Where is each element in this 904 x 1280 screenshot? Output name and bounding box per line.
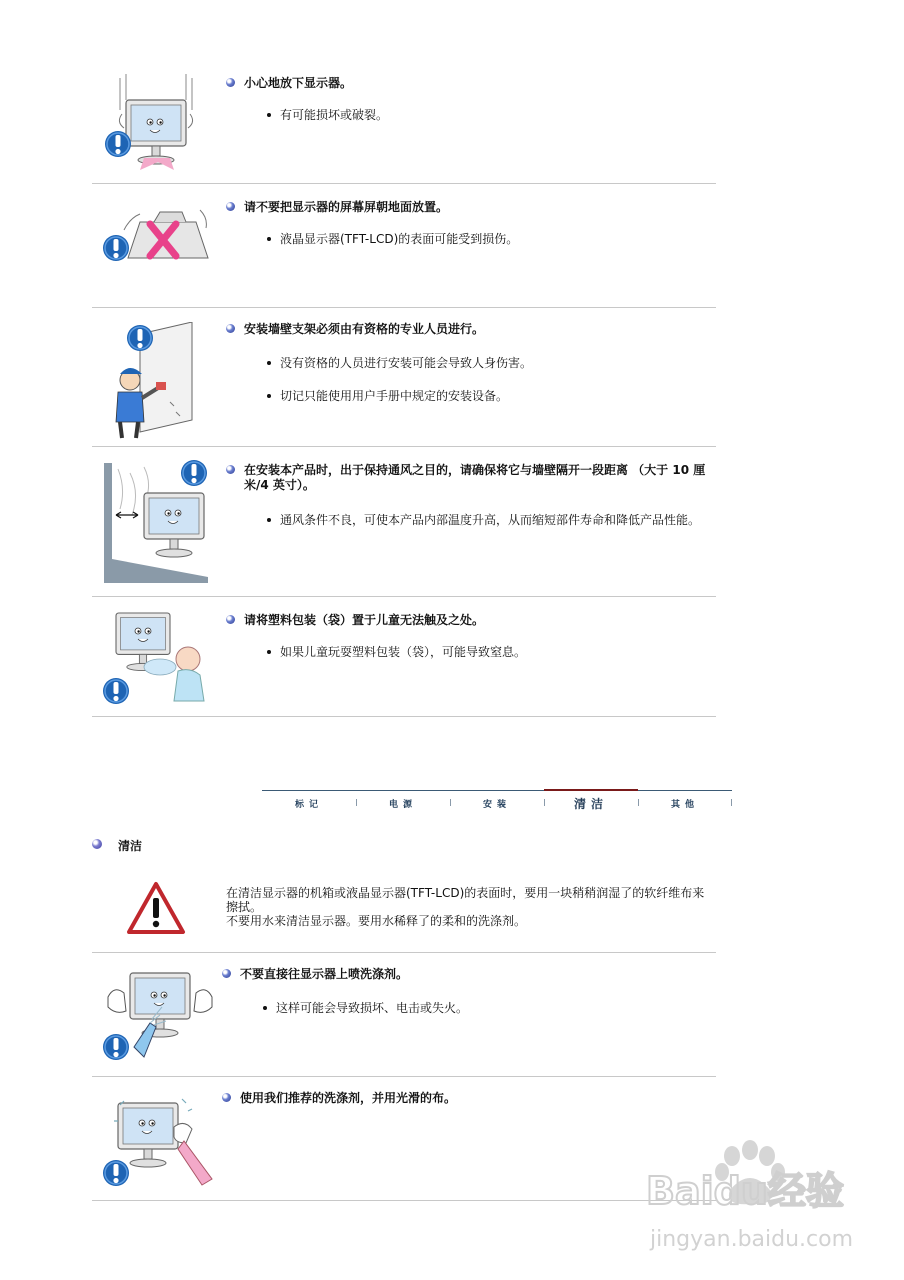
monitor-drop-illustration xyxy=(100,70,212,174)
cleaning-row-recommended-cleaner xyxy=(92,1077,716,1201)
row-heading: 小心地放下显示器。 xyxy=(226,76,708,91)
bullet-list xyxy=(266,356,706,422)
nav-separator xyxy=(731,799,732,806)
cleaning-intro xyxy=(226,886,716,928)
warning-row-lower-gently xyxy=(92,66,716,184)
intro-line: 在清洁显示器的机箱或液晶显示器(TFT-LCD)的表面时，要用一块稍稍润湿了的软纤维布来擦拭。 xyxy=(226,886,705,914)
row-heading: 不要直接往显示器上喷洗涤剂。 xyxy=(222,967,708,982)
tab-power[interactable]: 电源 xyxy=(388,800,417,810)
spray-monitor-illustration xyxy=(100,967,212,1069)
section-title: 清洁 xyxy=(92,837,142,854)
warning-row-screen-down xyxy=(92,184,716,308)
blue-bullet-icon xyxy=(226,465,235,474)
tab-marks[interactable]: 标记 xyxy=(294,800,323,810)
watermark-url: jingyan.baidu.com xyxy=(650,1227,854,1252)
ventilation-illustration xyxy=(100,459,212,587)
warning-row-ventilation xyxy=(92,447,716,597)
section-bullet-icon xyxy=(92,839,102,849)
row-heading: 在安装本产品时，出于保持通风之目的，请确保将它与墙壁隔开一段距离 （大于 10 厘米/4 英寸）。 xyxy=(226,463,708,493)
row-heading: 请将塑料包装（袋）置于儿童无法触及之处。 xyxy=(226,613,708,628)
nav-active-indicator xyxy=(544,789,638,791)
child-plastic-bag-illustration xyxy=(100,609,212,709)
tab-other[interactable]: 其他 xyxy=(670,800,699,810)
nav-top-line xyxy=(262,790,732,791)
row-heading: 请不要把显示器的屏幕屏朝地面放置。 xyxy=(226,200,708,215)
caution-triangle-icon xyxy=(126,880,186,936)
row-heading: 安装墙壁支架必须由有资格的专业人员进行。 xyxy=(226,322,708,337)
warning-row-wall-mount xyxy=(92,308,716,447)
section-nav xyxy=(262,790,732,816)
tab-cleaning[interactable]: 清洁 xyxy=(573,797,608,811)
tab-install[interactable]: 安装 xyxy=(482,800,511,810)
baidu-jingyan-watermark xyxy=(640,1136,880,1276)
blue-bullet-icon xyxy=(226,615,235,624)
blue-bullet-icon xyxy=(226,324,235,333)
monitor-facedown-illustration xyxy=(100,200,212,280)
bullet-list xyxy=(266,645,706,678)
bullet-list xyxy=(266,108,706,141)
wipe-monitor-illustration xyxy=(100,1093,212,1193)
list-item: 有可能损坏或破裂。 xyxy=(266,108,706,122)
bullet-list xyxy=(262,1001,706,1034)
bullet-list xyxy=(266,232,706,265)
warning-row-plastic-bag xyxy=(92,597,716,717)
blue-bullet-icon xyxy=(226,202,235,211)
list-item: 液晶显示器(TFT-LCD)的表面可能受到损伤。 xyxy=(266,232,706,246)
intro-line: 不要用水来清洁显示器。要用水稀释了的柔和的洗涤剂。 xyxy=(226,914,527,928)
cleaning-row-no-spray xyxy=(92,953,716,1077)
list-item: 通风条件不良，可使本产品内部温度升高，从而缩短部件寿命和降低产品性能。 xyxy=(266,513,706,527)
blue-bullet-icon xyxy=(222,1093,231,1102)
row-heading: 使用我们推荐的洗涤剂，并用光滑的布。 xyxy=(222,1091,708,1106)
list-item: 这样可能会导致损坏、电击或失火。 xyxy=(262,1001,706,1015)
bullet-list xyxy=(266,513,706,546)
list-item: 切记只能使用用户手册中规定的安装设备。 xyxy=(266,389,706,403)
watermark-brand: Baidu经验 xyxy=(646,1169,844,1213)
blue-bullet-icon xyxy=(226,78,235,87)
list-item: 如果儿童玩耍塑料包装（袋），可能导致窒息。 xyxy=(266,645,706,659)
blue-bullet-icon xyxy=(222,969,231,978)
wall-installer-illustration xyxy=(100,322,212,440)
list-item: 没有资格的人员进行安装可能会导致人身伤害。 xyxy=(266,356,706,370)
